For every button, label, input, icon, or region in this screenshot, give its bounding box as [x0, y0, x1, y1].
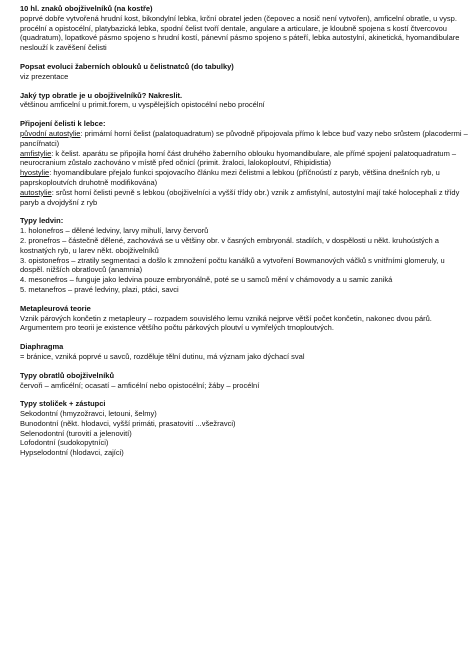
list-item: 5. metanefros – pravé ledviny, plazi, ptáci, savci — [20, 284, 179, 294]
jaw-term: autostylie — [20, 187, 52, 197]
jaw-item — [20, 129, 469, 149]
list-item: 3. opistonefros – ztratily segmentaci a došlo k zmnožení počtu kanálků a vytvoření Bowmanových váčků s vnitřními glomeruly, u dospěl. nižších obratlovců (anamnia) — [20, 255, 445, 275]
section-body: = bránice, vzniká poprvé u savců, rozděluje tělní dutinu, má význam jako dýchací sval — [20, 351, 305, 361]
section-body: většinou amficelní u primit.forem, u vyspělejších opistocélní nebo procélní — [20, 100, 265, 110]
list-item: 1. holonefros – dělené ledviny, larvy mihulí, larvy červorů — [20, 226, 209, 236]
section-gill-arches — [20, 62, 469, 82]
list-item: 2. pronefros – částečně dělené, zachovává se u většiny obr. v časných embryonál. stadiích, v dospělosti u někt. kruhoústých a kostnatých ryb, u larev někt. obojživelníků — [20, 235, 439, 255]
section-heading: Typy ledvin: — [20, 216, 64, 226]
list-item: Sekodontní (hmyzožravci, letouni, šelmy) — [20, 409, 157, 419]
section-body: poprvé dobře vytvořená hrudní kost, bikondylní lebka, krční obratel jeden (čepovec a nosič není vytvořen), amficelní obratle, u vysp. procélní a opistocélní, platybazická lebka, spodní čelist tvoří dentale, angulare a articulare, je kloubně spojena s kostí čtvercovou (quadratum), lopatkové pásmo spojeno s hrudní kostí, pánevní pásmo spojeno s páteří, lebka autostylní, akinetická, hyomandibulare neslouží k zavěšení čelisti — [20, 13, 460, 53]
section-heading: Typy obratlů obojživelníků — [20, 370, 115, 380]
list-item: Lofodontní (sudokopytníci) — [20, 438, 109, 448]
jaw-term: hyostylie — [20, 168, 50, 178]
section-heading: Diaphragma — [20, 342, 64, 352]
section-diaphragma — [20, 342, 469, 362]
section-amphibian-vertebrae — [20, 371, 469, 391]
section-vertebrate-traits — [20, 4, 469, 53]
section-metapleural-theory — [20, 304, 469, 333]
section-body: červoři – amficélní; ocasatí – amficélní nebo opistocélní; žáby – procélní — [20, 380, 260, 390]
section-kidney-types — [20, 216, 469, 294]
list-item: Hypselodontní (hlodavci, zajíci) — [20, 448, 124, 458]
jaw-term: amfistylie — [20, 148, 52, 158]
jaw-text: : hyomandibulare přejalo funkci spojovacího článku mezi čelistmi a lebkou (příčnoústí z paryb, většina dnešních ryb, u paprskoploutvích druhotně modifikována) — [20, 168, 440, 187]
list-item: Selenodontní (turovití a jelenovití) — [20, 428, 132, 438]
jaw-item — [20, 188, 469, 208]
section-heading: Typy stoliček + zástupci — [20, 399, 106, 409]
section-jaw-attachment — [20, 119, 469, 207]
section-heading: Jaký typ obratle je u obojživelníků? Nakreslit. — [20, 90, 183, 100]
section-heading: Připojení čelisti k lebce: — [20, 119, 106, 129]
section-heading: Metapleurová teorie — [20, 303, 91, 313]
jaw-item — [20, 149, 469, 169]
section-body: Vznik párových končetin z metapleury – rozpadem souvislého lemu vzniká nejprve větší počet končetin, nakonec dvou párů. Argumentem pro teorii je existence většího počtu párkových ploutví u vymřelých trnoploutvých. — [20, 313, 432, 333]
jaw-text: : primární horní čelist (palatoquadratum) se původně připojovala přímo k lebce buď vazy nebo srůstem (placodermi – pancířnatci) — [20, 128, 468, 148]
jaw-term: původní autostylie — [20, 128, 81, 138]
section-body: viz prezentace — [20, 71, 69, 81]
section-heading: Popsat evoluci žaberních oblouků u čelistnatců (do tabulky) — [20, 61, 234, 71]
section-heading: 10 hl. znaků obojživelníků (na kostře) — [20, 4, 153, 13]
list-item: Bunodontní (někt. hlodavci, vyšší primáti, prasatovití ...všežravci) — [20, 418, 236, 428]
list-item: 4. mesonefros – funguje jako ledvina pouze embryonálně, poté se u samců mění v chámovody a u samic zaniká — [20, 275, 393, 285]
jaw-text: : srůst horní čelisti pevně s lebkou (obojživelníci a vyšší třídy obr.) vznik z amfistylní, autostylní mají také holocephali z třídy paryb a dvojdyšní z ryb — [20, 187, 460, 207]
section-molar-types — [20, 399, 469, 458]
section-vertebra-type — [20, 91, 469, 111]
jaw-text: : k čelist. aparátu se připojila horní část druhého žaberního oblouku hyomandibulare, ale přímé spojení palatoquadratum – neurocranium zůstalo zachováno v místě před očnicí (primit. žraloci, lalokoploutví, Rhipidistia) — [20, 148, 457, 168]
jaw-item — [20, 168, 469, 188]
